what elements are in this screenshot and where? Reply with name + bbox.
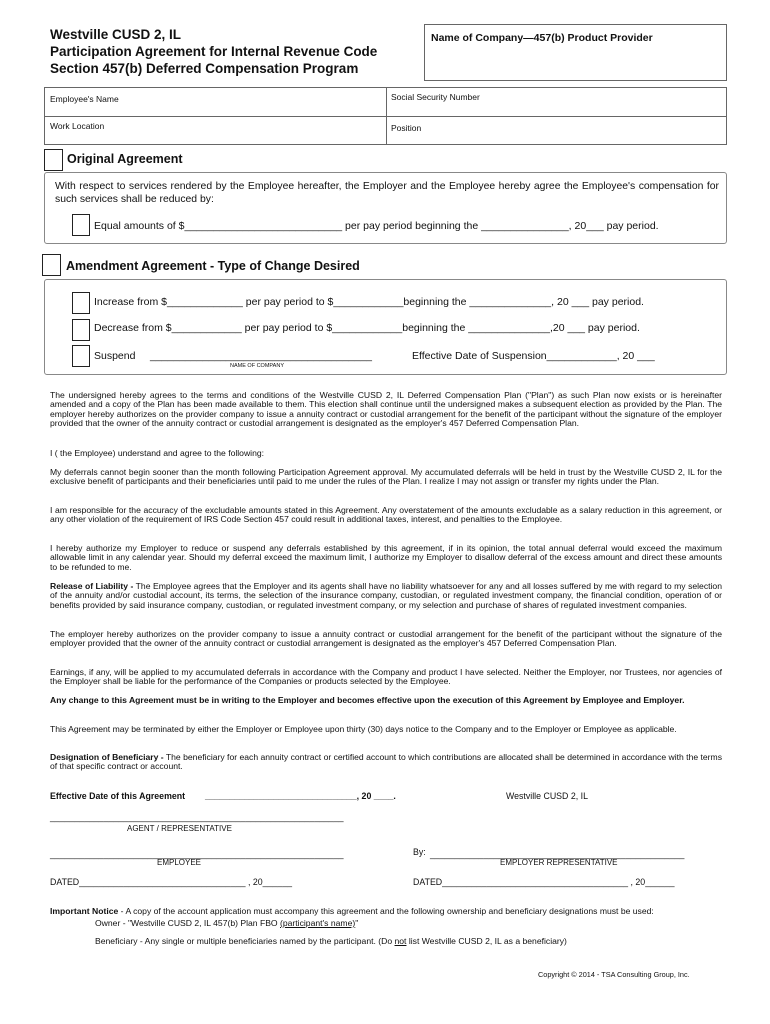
paragraph-earnings: Earnings, if any, will be applied to my accumulated deferrals in accordance with the Company and product I have selected. Neither the Employer, nor Trustees, nor agencies of the Employer shall be liable for the performance of the Companies or products selected by the Employee. [50, 667, 722, 687]
company-name-field[interactable] [424, 24, 727, 81]
effective-date-label: Effective Date of this Agreement [50, 791, 186, 801]
by-label: By: [413, 847, 426, 857]
decrease-checkbox[interactable] [72, 319, 90, 341]
increase-checkbox[interactable] [72, 292, 90, 314]
title-line-1: Westville CUSD 2, IL [50, 27, 182, 42]
beneficiary-prefix: Beneficiary - Any single or multiple beneficiaries named by the participant. (Do [95, 936, 395, 946]
company-name-label: Name of Company—457(b) Product Provider [431, 32, 653, 44]
agent-caption: AGENT / REPRESENTATIVE [127, 824, 232, 833]
amendment-agreement-heading: Amendment Agreement - Type of Change Desired [66, 259, 360, 273]
suspend-effective-date[interactable]: Effective Date of Suspension____________, 20 ___ [412, 350, 655, 362]
suspend-label: Suspend [94, 350, 136, 362]
beneficiary-text: The beneficiary for each annuity contract or certified account to which contributions are allocated shall be determined in accordance with the terms of that specific contract or account. [50, 752, 722, 772]
important-notice-label: Important Notice [50, 906, 119, 916]
owner-underlined: (participant's name) [280, 918, 356, 928]
release-liability-label: Release of Liability - [50, 581, 134, 591]
owner-suffix: " [355, 918, 359, 928]
amendment-agreement-checkbox[interactable] [42, 254, 61, 276]
paragraph-terms: The undersigned hereby agrees to the terms and conditions of the Westville CUSD 2, IL Deferred Compensation Plan ("Plan") as such Plan now exists or is hereinafter amended and a copy of the Plan has been made available to them. This election shall continue until the undersigned makes a subsequent election as provided by the Plan. The employer hereby authorizes on the provider company to issue a annuity contract or custodial arrangement for the benefit of the participant without the signature of the employer provided that the owner of the annuity contract or custodial arrangement is designated as the employer's 457 Deferred Compensation Plan. [50, 390, 722, 429]
increase-line[interactable]: Increase from $_____________ per pay period to $____________beginning the ______________, 20 ___ pay period. [94, 296, 644, 308]
beneficiary-label: Designation of Beneficiary - [50, 752, 164, 762]
title-line-2: Participation Agreement for Internal Revenue Code [50, 44, 378, 59]
beneficiary-not: not [394, 936, 407, 946]
paragraph-beneficiary [50, 753, 722, 772]
equal-amounts-checkbox[interactable] [72, 214, 90, 236]
effective-date-field[interactable]: _______________________________, 20 ____. [205, 791, 396, 801]
employee-name-field[interactable]: Employee's Name [50, 94, 119, 104]
work-location-field[interactable]: Work Location [50, 121, 105, 131]
important-notice [50, 906, 654, 916]
decrease-line[interactable]: Decrease from $____________ per pay period to $____________beginning the ______________,20 ___ pay period. [94, 322, 640, 334]
equal-amounts-line[interactable]: Equal amounts of $___________________________ per pay period beginning the _______________, 20___ pay period. [94, 220, 659, 232]
dated-right-field[interactable]: DATED______________________________________ , 20______ [413, 877, 675, 887]
page-title [50, 26, 420, 77]
original-agreement-text: With respect to services rendered by the Employee hereafter, the Employer and the Employee hereby agree the Employee's compensation for such services shall be reduced by: [55, 181, 719, 205]
position-field[interactable]: Position [391, 123, 422, 133]
copyright: Copyright © 2014 - TSA Consulting Group, Inc. [538, 970, 690, 979]
agent-signature-line[interactable]: ____________________________________________________________ [50, 812, 344, 822]
paragraph-deferrals: My deferrals cannot begin sooner than the month following Participation Agreement approval. My accumulated deferrals will be held in trust by the Westville CUSD 2, IL for the exclusive benefit of participants and their beneficiaries until paid to me under the rules of the Plan. I realize I may not assign or transfer my rights under the Plan. [50, 467, 722, 487]
owner-designation [95, 918, 358, 928]
owner-prefix: Owner - "Westville CUSD 2, IL 457(b) Plan FBO [95, 918, 281, 928]
original-agreement-heading: Original Agreement [67, 152, 183, 166]
title-line-3: Section 457(b) Deferred Compensation Program [50, 61, 359, 76]
paragraph-provider: The employer hereby authorizes on the provider company to issue a annuity contract or custodial arrangement for the benefit of the participant without the signature of the employer provided that the owner of the annuity contract or custodial arrangement is designated as the employer's 457 Deferred Compensation Plan. [50, 629, 722, 649]
employee-signature-line[interactable]: ____________________________________________________________ [50, 849, 344, 859]
employer-signature-line[interactable]: ____________________________________________________ [430, 849, 685, 859]
paragraph-understand: I ( the Employee) understand and agree to the following: [50, 448, 265, 458]
employee-caption: EMPLOYEE [157, 858, 202, 867]
employer-caption: EMPLOYER REPRESENTATIVE [500, 858, 618, 867]
employee-info-table [44, 87, 727, 145]
suspend-checkbox[interactable] [72, 345, 90, 367]
dated-left-field[interactable]: DATED__________________________________ , 20______ [50, 877, 292, 887]
beneficiary-suffix: list Westville CUSD 2, IL as a beneficiary) [406, 936, 567, 946]
important-notice-text: - A copy of the account application must accompany this agreement and the following ownership and beneficiary designations must be used: [118, 906, 654, 916]
original-agreement-checkbox[interactable] [44, 149, 63, 171]
name-of-company-caption: NAME OF COMPANY [230, 363, 284, 369]
paragraph-any-change: Any change to this Agreement must be in writing to the Employer and becomes effective upon the execution of this Agreement by Employee and Employer. [50, 695, 685, 705]
paragraph-accuracy: I am responsible for the accuracy of the excludable amounts stated in this Agreement. Any overstatement of the amounts excludable as a salary reduction in this agreement, or any other violation of the requirement of IRS Code Section 457 could result in additional taxes, interest, and penalties to the Employee. [50, 505, 722, 525]
beneficiary-designation [95, 936, 567, 946]
district-name: Westville CUSD 2, IL [506, 791, 588, 801]
release-liability-text: The Employee agrees that the Employer and its agents shall have no liability whatsoever for any and all losses suffered by me with regard to my selection of the annuity and/or custodial account, its terms, the selection of the insurance company, custodian, or regulated investment company, the financial condition, operation of or benefits provided by said insurance company, custodian, or regulated investment company, or my selection and purchase of shares of regulated investment companies. [50, 581, 722, 610]
paragraph-release-liability [50, 582, 722, 610]
ssn-field[interactable]: Social Security Number [391, 92, 480, 102]
paragraph-termination: This Agreement may be terminated by either the Employer or Employee upon thirty (30) days notice to the Company and to the Employer or Employee as applicable. [50, 724, 677, 734]
suspend-company-line[interactable]: ______________________________________ [150, 350, 372, 362]
paragraph-authorize: I hereby authorize my Employer to reduce or suspend any deferrals established by this agreement, if in its opinion, the total annual deferral would exceed the maximum allowable limit in any calendar year. Should my deferral exceed the maximum limit, I authorize my Employer to disallow deferral of the excess amount and direct these amounts to be refunded to me. [50, 543, 722, 572]
